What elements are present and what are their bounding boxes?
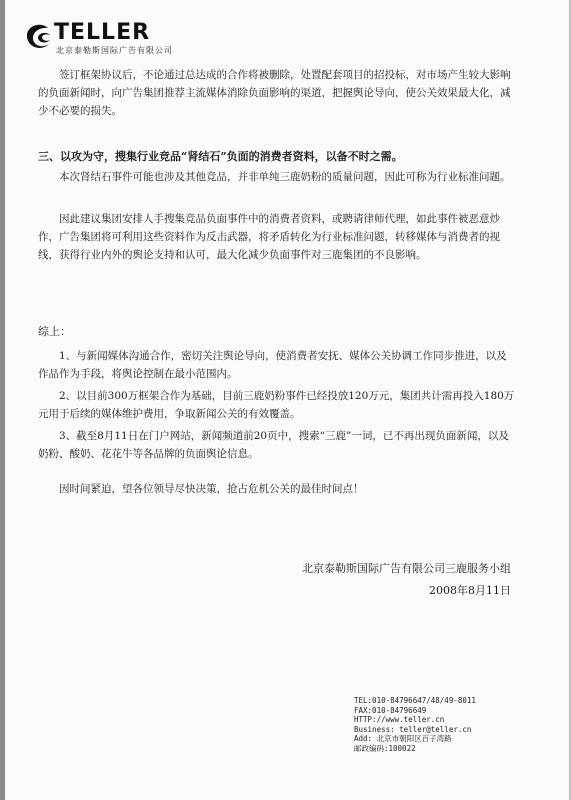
summary-section [38, 323, 516, 463]
contact-fax: FAX:010-84796649 [354, 705, 427, 715]
paragraph-text: 因此建议集团安排人手搜集竞品负面事件中的消费者资料，或聘请律师代理，如此事件被恶意炒作，广告集团将可利用这些资料作为反击武器，将矛盾转化为行业标准问题，转移媒体与消费者的视线，获得行业内外的舆论支持和认可，最大化减少负面事件对三鹿集团的不良影响。 [38, 213, 500, 261]
logo-subtitle: 北京泰勒斯国际广告有限公司 [56, 46, 173, 55]
paragraph-recommendation [38, 210, 516, 264]
paragraph-text: 签订框架协议后，不论通过总达成的合作将被删除，处置配套项目的招投标，对市场产生较大影响的负面新闻时，向广告集团推荐主流媒体消除负面影响的渠道，把握舆论导向，使公关效果最大化，减少不必要的损失。 [38, 69, 511, 117]
paragraph-industry [38, 168, 516, 186]
contact-email: Business: teller@teller.cn [354, 724, 472, 734]
paragraph-framework [38, 66, 516, 120]
signoff-organization: 北京泰勒斯国际广告有限公司三鹿服务小组 [302, 562, 511, 575]
summary-title: 综上： [38, 325, 71, 338]
summary-item: 2、以目前300万框架合作为基础，目前三鹿奶粉事件已经投放120万元，集团共计需再投入180万元用于后续的媒体维护费用，争取新闻公关的有效覆盖。 [38, 390, 515, 420]
contact-postcode: 邮政编码:100022 [354, 743, 416, 753]
closing-text: 因时间紧迫，望各位领导尽快决策，抢占危机公关的最佳时间点！ [59, 483, 364, 495]
closing-paragraph [38, 480, 516, 498]
logo-wordmark: TELLER [54, 20, 151, 45]
contact-address: Add: 北京市朝阳区百子湾路 [354, 734, 452, 743]
contact-phone: TEL:010-84796647/48/49-8011 [354, 696, 476, 705]
paragraph-text: 本次肾结石事件可能也涉及其他竞品，并非单纯三鹿奶粉的质量问题，因此可称为行业标准问题。 [59, 171, 511, 183]
signoff-date: 2008年8月11日 [429, 584, 511, 597]
scan-border-left [0, 0, 5, 800]
signoff-block [302, 558, 511, 602]
contact-website: HTTP://www.teller.cn [354, 715, 445, 724]
section-heading-3 [38, 148, 516, 166]
summary-item: 1、与新闻媒体沟通合作，密切关注舆论导向，使消费者安抚、媒体公关协调工作同步推进，以及作品作为手段，将舆论控制在最小范围内。 [38, 350, 507, 380]
heading-text: 三、以攻为守，搜集行业竞品“肾结石”负面的消费者资料，以备不时之需。 [38, 150, 403, 163]
teller-logo [24, 22, 184, 58]
contact-footer [354, 696, 544, 753]
summary-item: 3、截至8月11日在门户网站，新闻频道前20页中，搜索“三鹿”一词，已不再出现负面新闻，以及奶粉、酸奶、花花牛等各品牌的负面舆论信息。 [38, 430, 509, 460]
swoosh-logo-icon [24, 22, 52, 52]
